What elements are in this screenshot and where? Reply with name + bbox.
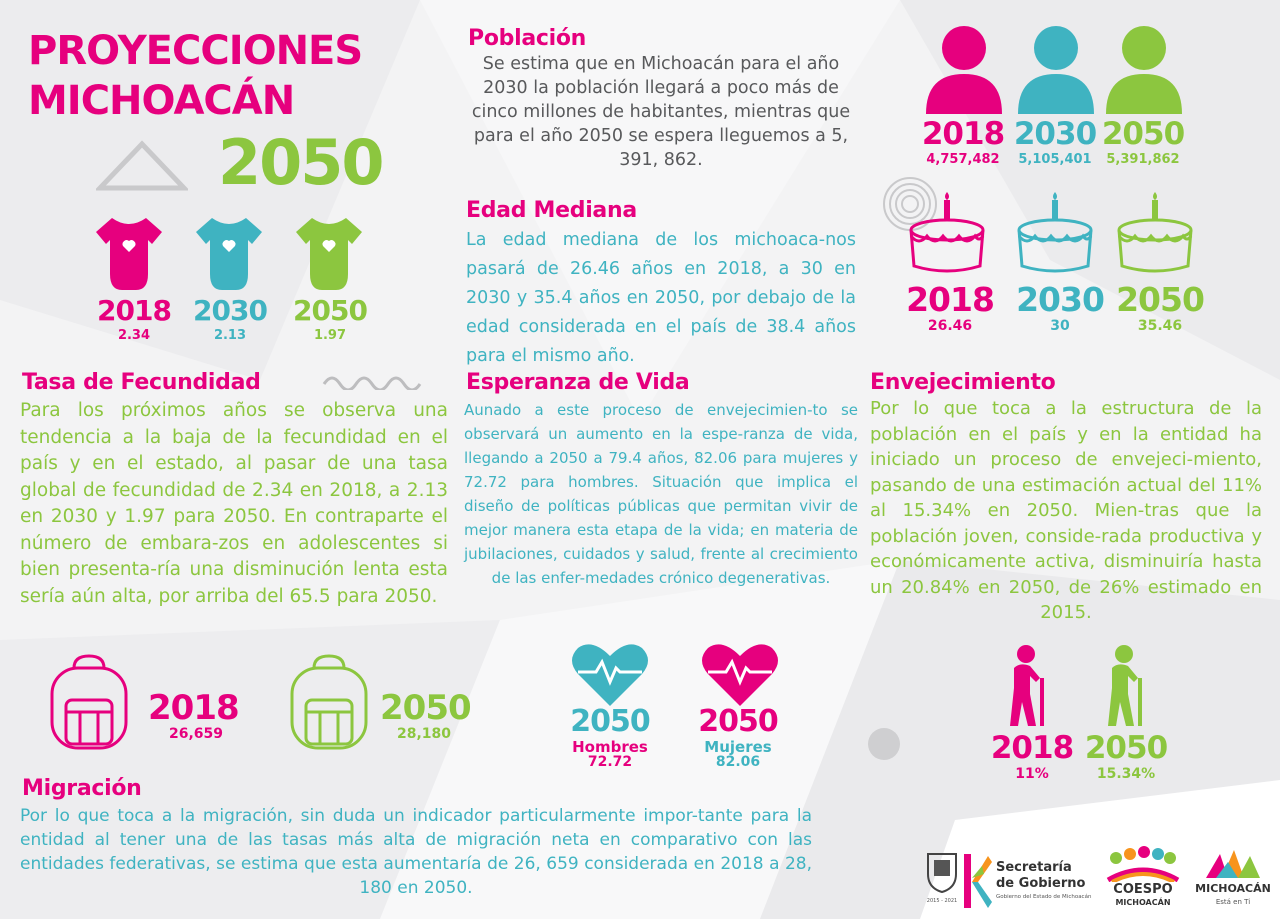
envejecimiento-text: Por lo que toca a la estructura de la población en el país y en la entidad ha iniciado un proceso de envejeci-miento, pasando de una estimación actual del 11% al 15.34% en 2050. Mien-tras que la población joven, conside-rada productiva y económicamente activa, disminuiría hasta un 20.84% en 2050, de 26% estimado en 2015.	[870, 398, 1262, 623]
wave-decoration-icon	[322, 370, 426, 390]
triangle-outline-icon	[96, 140, 188, 192]
migracion-value-2018: 26,659	[168, 726, 224, 742]
migracion-heading: Migración	[22, 776, 142, 801]
elderly-person-icon	[1000, 644, 1056, 728]
poblacion-value-2030: 5,105,401	[1018, 152, 1092, 167]
edad-year-2050: 2050	[1116, 280, 1204, 319]
coespo-sub: MICHOACÁN	[1115, 898, 1171, 907]
k-logo-icon	[962, 852, 992, 910]
esperanza-heading: Esperanza de Vida	[466, 370, 690, 395]
heart-pulse-icon	[700, 642, 780, 708]
fecundidad-heading: Tasa de Fecundidad	[22, 370, 261, 395]
baby-onesie-icon	[294, 216, 364, 292]
edad-value-2030: 30	[1050, 318, 1070, 334]
hombres-value: 72.72	[587, 754, 633, 770]
baby-onesie-icon	[194, 216, 264, 292]
fecundidad-icons	[86, 212, 386, 352]
baby-onesie-icon	[94, 216, 164, 292]
fecundidad-value-2050: 1.97	[313, 328, 347, 343]
envejecimiento-year-2050: 2050	[1084, 730, 1168, 766]
title-year: 2050	[218, 126, 383, 199]
fecundidad-text: Para los próximos años se observa una tendencia a la baja de la fecundidad en el país y en el estado, al pasar de una tasa global de fecundidad de 2.34 en 2018, a 2.13 en 2030 y 1.97 para 2050. En contraparte el número de embara-zos en adolescentes si bien presenta-ría una disminución lenta esta sería aún alta, por arriba del 65.5 para 2050.	[20, 400, 448, 607]
poblacion-icons	[920, 24, 1250, 174]
michoacan-logo	[1192, 848, 1274, 914]
gray-dot-decoration	[868, 728, 900, 760]
poblacion-text: Se estima que en Michoacán para el año 2030 la población llegará a poco más de cinco millones de habitantes, mientras que para el año 2050 se espera lleguemos a 5, 391, 862.	[471, 54, 851, 170]
migracion-text: Por lo que toca a la migración, sin duda un indicador particularmente impor-tante para la entidad al tener una de las tasas más alta de migración neta en comparativo con las entidades federativas, se estima que esta aumentaría de 26, 659 considerada en 2018 a 28, 180 en 2050.	[20, 806, 812, 898]
edad-mediana-heading: Edad Mediana	[466, 198, 637, 223]
mujeres-year: 2050	[698, 704, 778, 739]
michoacan-sub: Está en Ti	[1215, 898, 1251, 906]
escudo-years: 2015 - 2021	[926, 898, 958, 904]
fecundidad-value-2030: 2.13	[213, 328, 247, 343]
elderly-person-icon	[1098, 644, 1154, 728]
person-icon	[1016, 24, 1096, 116]
title-line-2: MICHOACÁN	[28, 78, 295, 124]
people-group-icon	[1104, 846, 1182, 882]
poblacion-value-2050: 5,391,862	[1106, 152, 1180, 167]
envejecimiento-heading: Envejecimiento	[870, 370, 1056, 395]
michoacan-emblem-icon	[1202, 848, 1264, 880]
hombres-label: Hombres	[572, 738, 648, 756]
edad-mediana-icons	[900, 192, 1220, 340]
edad-value-2050: 35.46	[1137, 318, 1183, 334]
heart-pulse-icon	[570, 642, 650, 708]
edad-year-2018: 2018	[906, 280, 994, 319]
coat-of-arms-icon	[924, 850, 960, 894]
backpack-icon	[44, 654, 134, 750]
hombres-year: 2050	[570, 704, 650, 739]
fecundidad-value-2018: 2.34	[117, 328, 151, 343]
coespo-logo	[1100, 846, 1186, 912]
birthday-cake-icon	[1014, 192, 1096, 274]
edad-year-2030: 2030	[1016, 280, 1104, 319]
envejecimiento-value-2050: 15.34%	[1096, 766, 1156, 782]
mujeres-value: 82.06	[715, 754, 761, 770]
birthday-cake-icon	[906, 192, 988, 274]
migracion-year-2050: 2050	[380, 688, 471, 728]
person-icon	[924, 24, 1004, 116]
backpack-icon	[284, 654, 374, 750]
title-line-1: PROYECCIONES	[28, 28, 363, 74]
migracion-value-2050: 28,180	[396, 726, 452, 742]
envejecimiento-value-2018: 11%	[1015, 766, 1049, 782]
edad-value-2018: 26.46	[927, 318, 973, 334]
migracion-year-2018: 2018	[148, 688, 239, 728]
michoacan-title: MICHOACÁN	[1195, 882, 1271, 895]
coespo-title: COESPO	[1113, 882, 1173, 897]
esperanza-text: Aunado a este proceso de envejecimien-to se observará un aumento en la espe-ranza de vida, llegando a 2050 a 79.4 años, 82.06 para mujeres y 72.72 para hombres. Situación que implica el diseño de políticas públicas que permitan vivir de mejor manera esta etapa de la vida; en materia de jubilaciones, cuidados y salud, frente al crecimiento de las enfer-medades crónico degenerativas.	[464, 401, 858, 587]
secretaria-line-1: Secretaría	[996, 860, 1072, 875]
secretaria-sub: Gobierno del Estado de Michoacán	[996, 894, 1092, 900]
fecundidad-year-2018: 2018	[97, 294, 171, 327]
poblacion-value-2018: 4,757,482	[926, 152, 1000, 167]
poblacion-year-2030: 2030	[1013, 116, 1097, 152]
secretaria-logo	[962, 852, 1094, 912]
poblacion-year-2050: 2050	[1101, 116, 1185, 152]
poblacion-year-2018: 2018	[921, 116, 1005, 152]
poblacion-heading: Población	[468, 26, 587, 51]
envejecimiento-year-2018: 2018	[990, 730, 1074, 766]
mujeres-label: Mujeres	[704, 738, 772, 756]
edad-mediana-text: La edad mediana de los michoaca-nos pasará de 26.46 años en 2018, a 30 en 2030 y 35.4 años en 2050, por debajo de la edad considerada en el país de 38.4 años para el mismo año.	[466, 230, 856, 366]
escudo-logo	[924, 850, 960, 910]
fecundidad-year-2050: 2050	[293, 294, 367, 327]
secretaria-line-2: de Gobierno	[996, 876, 1086, 891]
person-icon	[1104, 24, 1184, 116]
birthday-cake-icon	[1114, 192, 1196, 274]
fecundidad-year-2030: 2030	[193, 294, 267, 327]
